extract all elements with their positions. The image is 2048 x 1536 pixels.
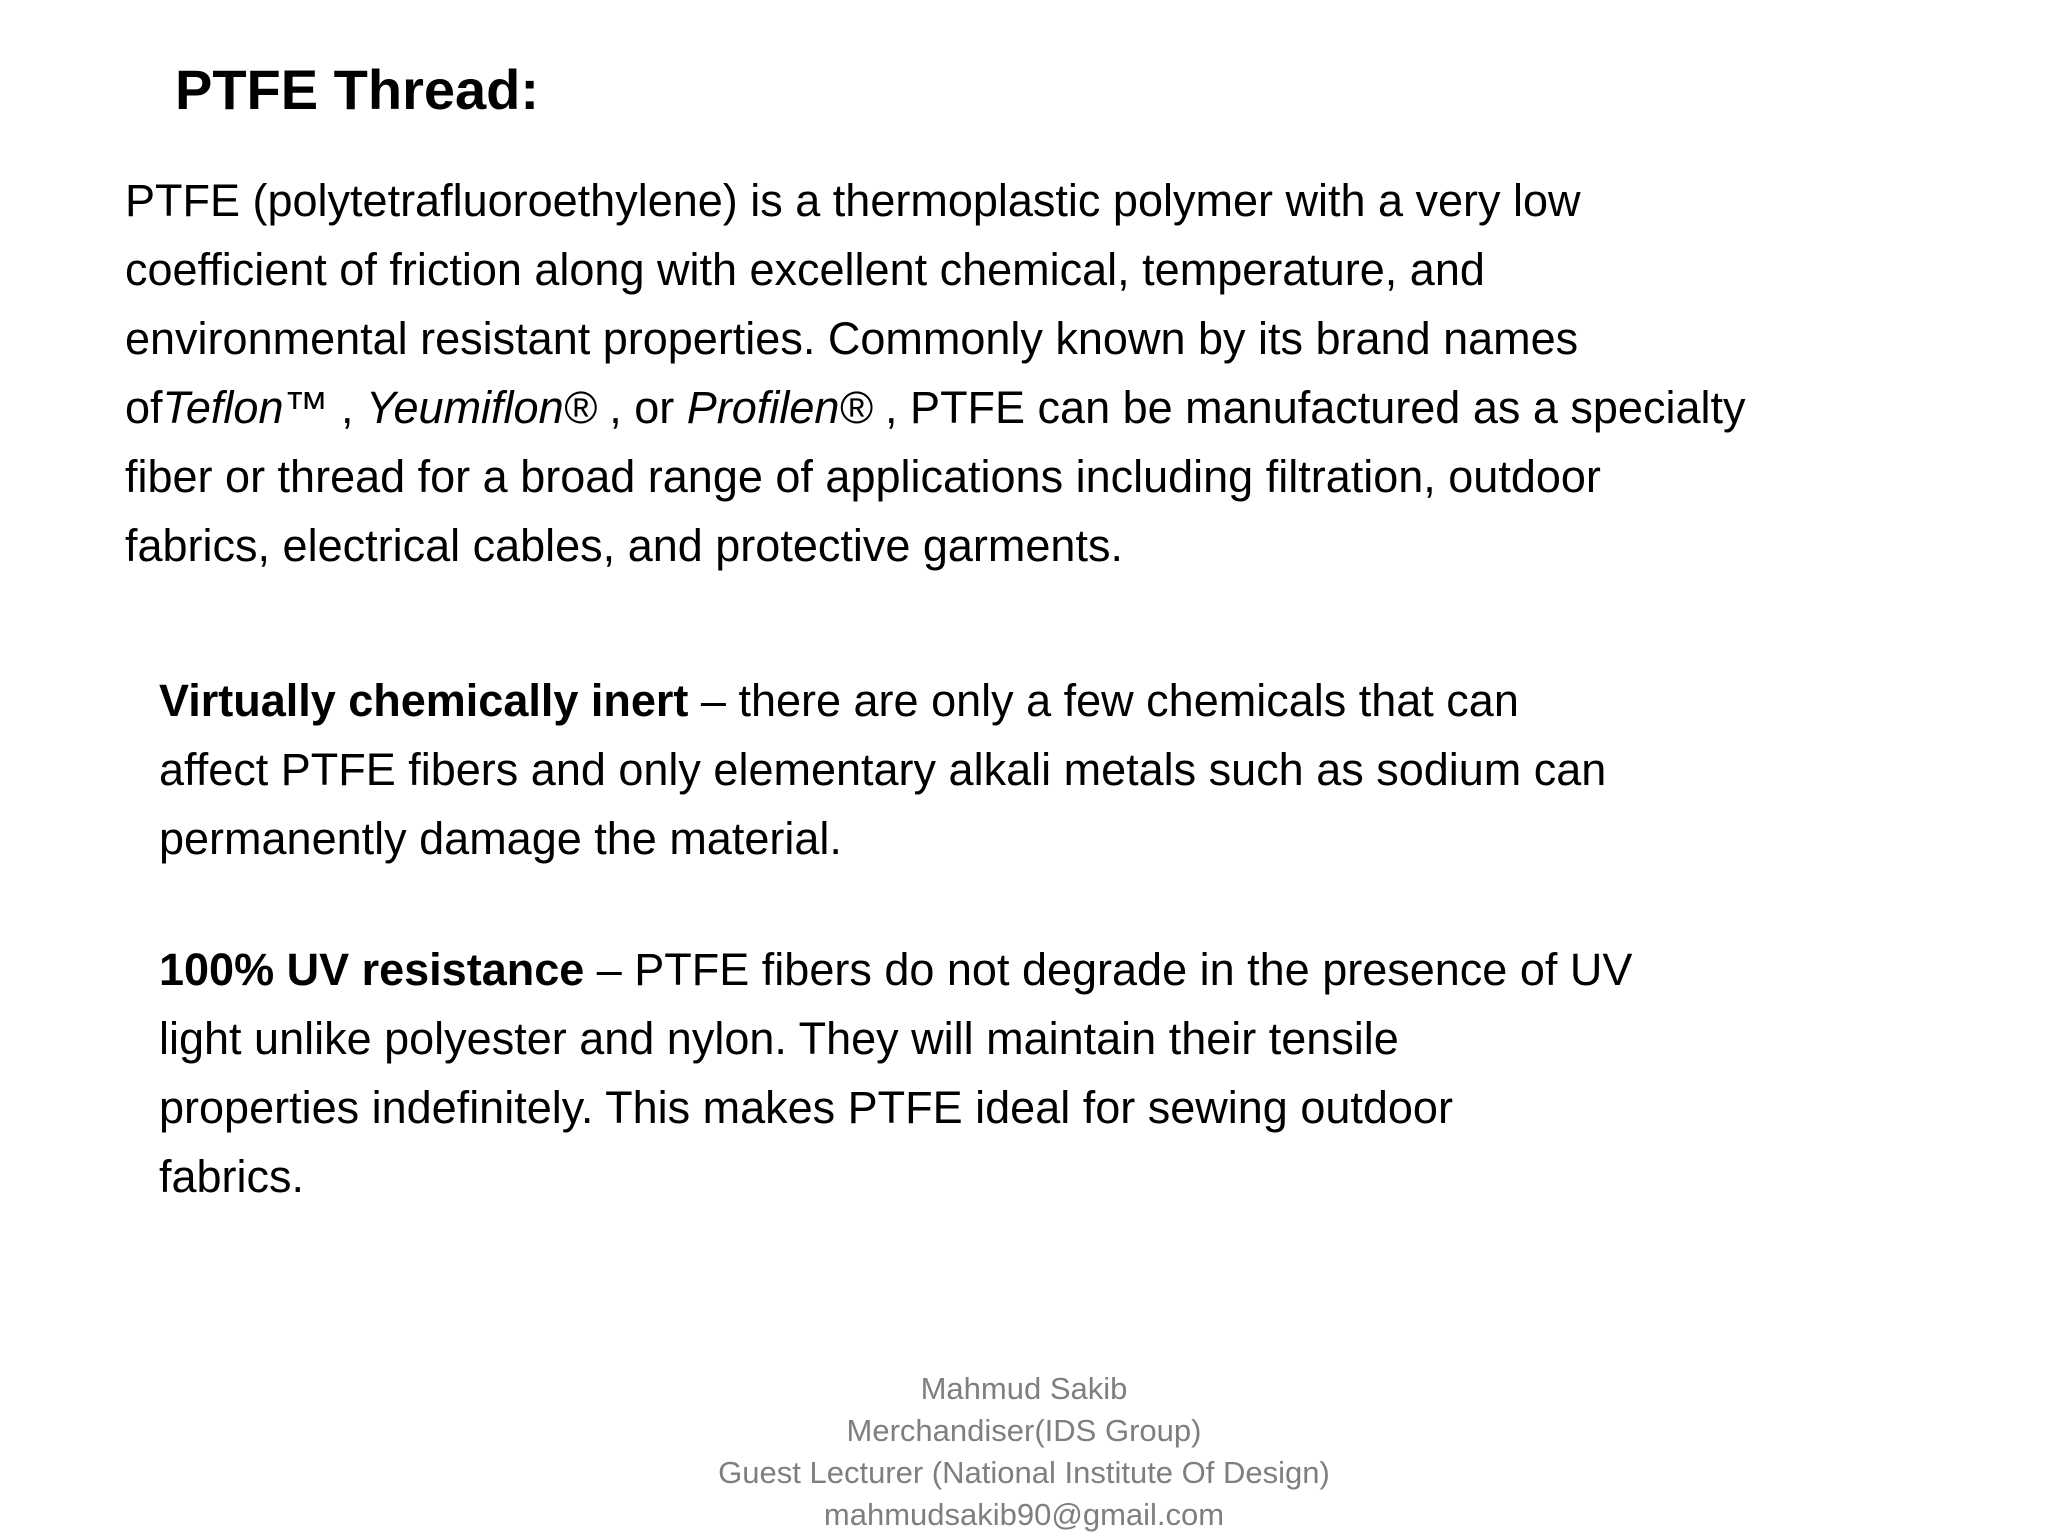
intro-line-brands <box>125 373 2015 442</box>
intro-line: fabrics, electrical cables, and protective garments. <box>125 520 1123 571</box>
brand-separator: , <box>328 382 366 433</box>
intro-paragraph <box>125 166 2015 580</box>
point-line <box>159 666 1919 735</box>
point-line: permanently damage the material. <box>159 813 842 864</box>
author-role: Merchandiser(IDS Group) <box>846 1413 1202 1448</box>
point-line: affect PTFE fibers and only elementary alkali metals such as sodium can <box>159 744 1607 795</box>
brands-suffix: , PTFE can be manufactured as a specialty <box>872 382 1746 433</box>
point-text: – there are only a few chemicals that can <box>688 675 1519 726</box>
point-chemically-inert <box>159 666 1919 873</box>
point-heading: Virtually chemically inert <box>159 675 689 726</box>
brands-prefix: of <box>125 382 163 433</box>
point-line: fabrics. <box>159 1151 305 1202</box>
brand-teflon: Teflon™ <box>162 382 329 433</box>
brand-profilen: Profilen® <box>686 382 873 433</box>
intro-line: fiber or thread for a broad range of applications including filtration, outdoor <box>125 451 1601 502</box>
author-position: Guest Lecturer (National Institute Of Design) <box>718 1455 1330 1490</box>
author-email: mahmudsakib90@gmail.com <box>823 1497 1225 1532</box>
point-line <box>159 935 1919 1004</box>
point-heading: 100% UV resistance <box>159 944 585 995</box>
intro-line: PTFE (polytetrafluoroethylene) is a thermoplastic polymer with a very low <box>125 175 1581 226</box>
point-uv-resistance <box>159 935 1919 1211</box>
brand-separator: , or <box>596 382 687 433</box>
intro-line: environmental resistant properties. Commonly known by its brand names <box>125 313 1579 364</box>
point-line: light unlike polyester and nylon. They will maintain their tensile <box>159 1013 1399 1064</box>
brand-yeumiflon: Yeumiflon® <box>365 382 597 433</box>
slide-title: PTFE Thread: <box>175 58 540 121</box>
point-line: properties indefinitely. This makes PTFE ideal for sewing outdoor <box>159 1082 1453 1133</box>
point-text: – PTFE fibers do not degrade in the presence of UV <box>584 944 1633 995</box>
author-footer <box>0 1368 2048 1536</box>
intro-line: coefficient of friction along with excellent chemical, temperature, and <box>125 244 1485 295</box>
author-name: Mahmud Sakib <box>920 1371 1128 1406</box>
